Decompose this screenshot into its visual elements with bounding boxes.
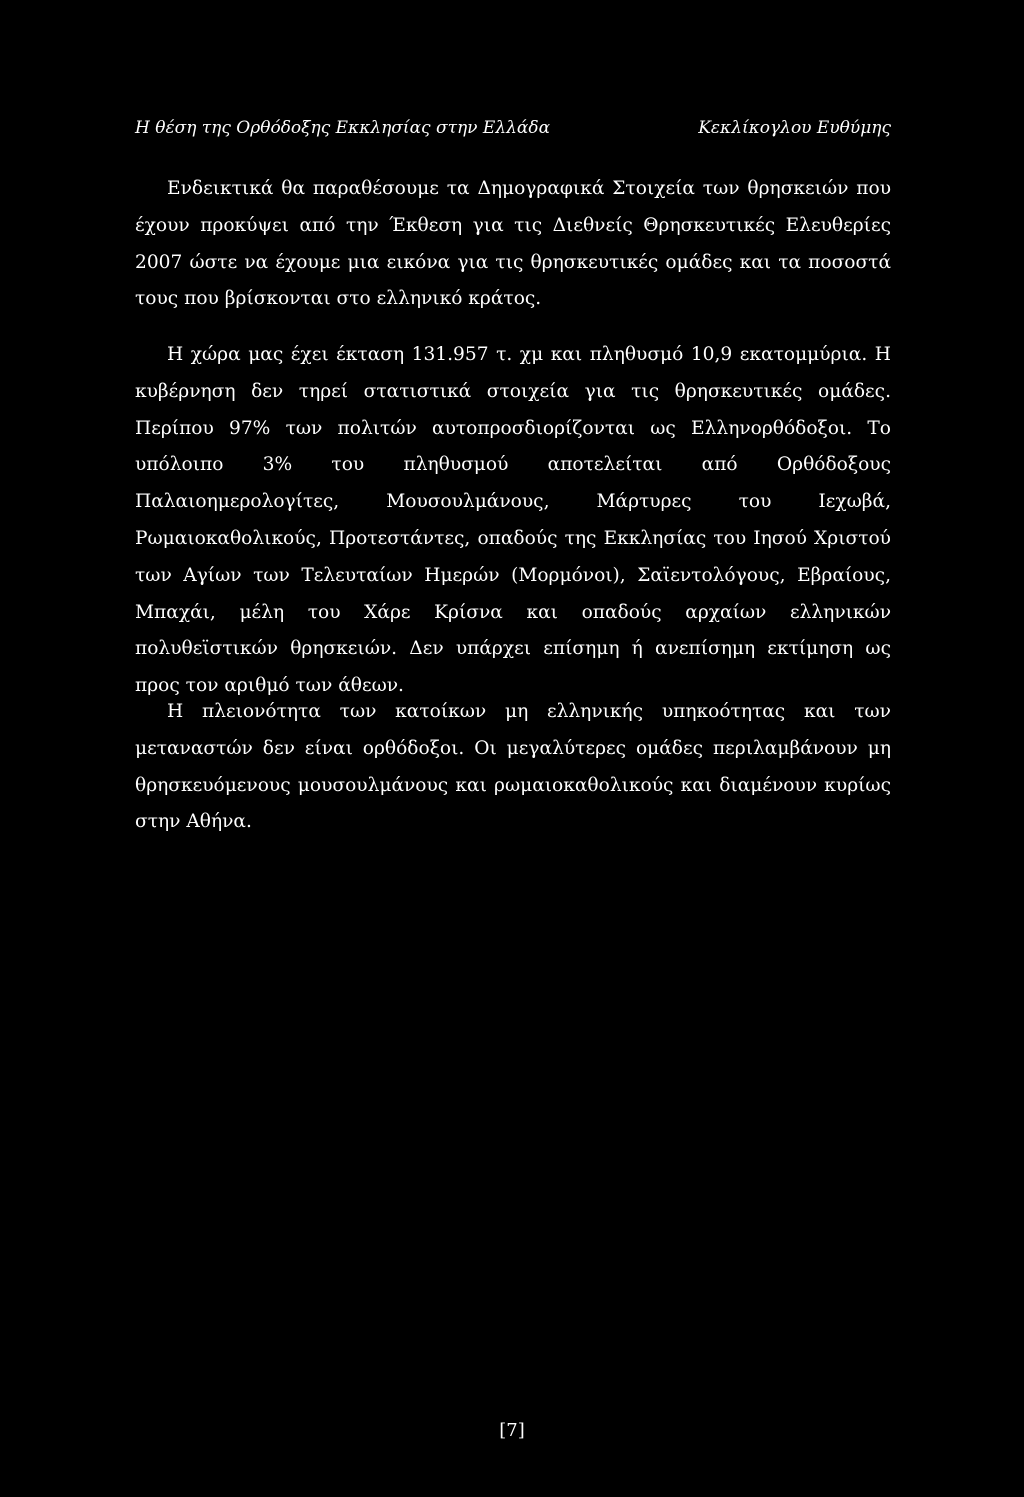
page-number: [7] bbox=[499, 1420, 525, 1441]
header-author: Κεκλίκογλου Ευθύμης bbox=[698, 118, 891, 138]
paragraph-demographics-intro: Ενδεικτικά θα παραθέσουμε τα Δημογραφικά Στοιχεία των θρησκειών που έχουν προκύψει από την Έκθεση για τις Διεθνείς Θρησκευτικές Ελευθερίες 2007 ώστε να έχουμε μια εικόνα για τις θρησκευτικές ομάδες και τα ποσοστά τους που βρίσκονται στο ελληνικό κράτος. bbox=[135, 178, 891, 310]
paragraph-population: Η χώρα μας έχει έκταση 131.957 τ. χμ και πληθυσμό 10,9 εκατομμύρια. Η κυβέρνηση δεν τηρεί στατιστικά στοιχεία για τις θρησκευτικές ομάδες. Περίπου 97% των πολιτών αυτοπροσδιορίζονται ως Ελληνορθόδοξοι. Το υπόλοιπο 3% του πληθυσμού αποτελείται από Ορθόδοξους Παλαιοημερολογίτες, Μουσουλμάνους, Μάρτυρες του Ιεχωβά, Ρωμαιοκαθολικούς, Προτεστάντες, οπαδούς της Εκκλησίας του Ιησού Χριστού των Αγίων των Τελευταίων Ημερών (Μορμόνοι), Σαϊεντολόγους, Εβραίους, Μπαχάι, μέλη του Χάρε Κρίσνα και οπαδούς αρχαίων ελληνικών πολυθεϊστικών θρησκειών. Δεν υπάρχει επίσημη ή ανεπίσημη εκτίμηση ως προς τον αριθμό των άθεων. bbox=[135, 344, 891, 697]
running-header bbox=[135, 118, 891, 144]
paragraph-immigrants: Η πλειονότητα των κατοίκων μη ελληνικής υπηκοότητας και των μεταναστών δεν είναι ορθόδοξοι. Οι μεγαλύτερες ομάδες περιλαμβάνουν μη θρησκευόμενους μουσουλμάνους και ρωμαιοκαθολικούς και διαμένουν κυρίως στην Αθήνα. bbox=[135, 701, 891, 833]
header-title: Η θέση της Ορθόδοξης Εκκλησίας στην Ελλάδα bbox=[135, 118, 551, 138]
